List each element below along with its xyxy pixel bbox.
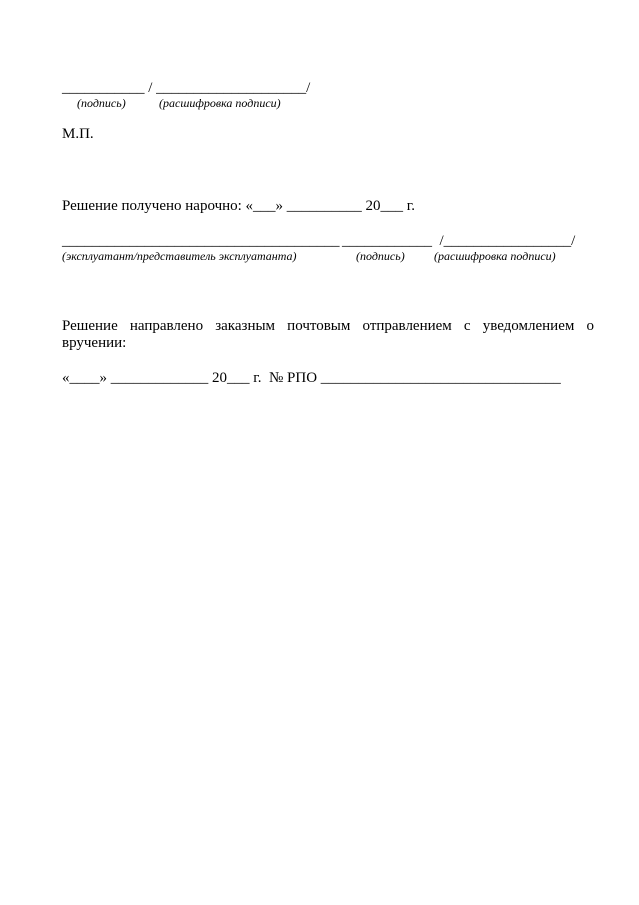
caption-decode-1: (расшифровка подписи) bbox=[159, 96, 281, 110]
operator-signature-line: _____________________________________ bbox=[62, 233, 340, 249]
caption-operator: (эксплуатант/представитель эксплуатанта) bbox=[62, 249, 297, 263]
mailed-text: Решение направлено заказным почтовым отправлением с уведомлением о вручении: bbox=[62, 318, 594, 351]
signature-line-2: ____________ /_________________/ bbox=[342, 233, 576, 249]
received-by-hand-line: Решение получено нарочно: «___» __________ 20___ г. bbox=[62, 198, 416, 214]
caption-signature-2: (подпись) bbox=[356, 249, 405, 263]
stamp-mark: М.П. bbox=[62, 126, 94, 142]
caption-decode-2: (расшифровка подписи) bbox=[434, 249, 556, 263]
signature-line-1: ___________ / ____________________/ bbox=[62, 80, 311, 96]
mailed-date-line: «____» _____________ 20___ г. № РПО ________________________________ bbox=[62, 370, 561, 386]
caption-signature-1: (подпись) bbox=[77, 96, 126, 110]
